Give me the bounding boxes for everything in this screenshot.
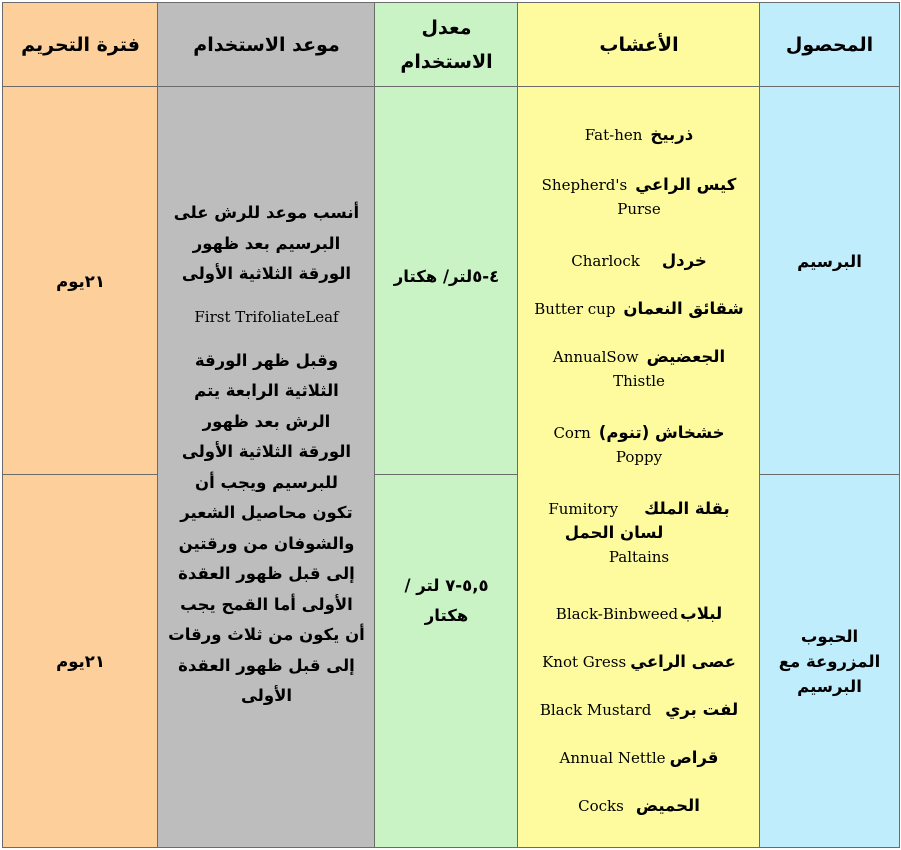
row2-ban-value: ٢١يوم: [56, 651, 105, 671]
header-usage-rate-line1: معدل: [421, 17, 472, 39]
weed-arabic-name: لفت بري: [665, 700, 739, 719]
weed-english-name: Annual Nettle: [559, 749, 666, 767]
header-crop-label: المحصول: [785, 34, 874, 56]
row2-usage-rate: [374, 474, 519, 848]
usage-time-line: الأولى أما القمح يجب: [180, 594, 353, 614]
weed-english-name: Cocks: [578, 797, 624, 815]
weeds-cell: [517, 86, 761, 848]
weed-item: [518, 123, 760, 147]
weed-english-name: Fat-hen: [584, 126, 643, 144]
usage-time-line: تكون محاصيل الشعير: [180, 503, 353, 523]
usage-time-english: First TrifoliateLeaf: [194, 307, 339, 326]
usage-time-line: الورقة الثلاثية الأولى: [181, 442, 352, 462]
weed-item: [518, 650, 760, 674]
row2-rate-line1: ٥,٥-٧ لتر /: [404, 576, 489, 595]
weed-english-name: Shepherd's: [541, 176, 628, 194]
header-ban-period: [2, 2, 159, 88]
row1-ban-period: [2, 86, 159, 476]
weed-item: [518, 297, 760, 321]
weed-item: [518, 497, 760, 569]
row2-crop-line3: البرسيم: [797, 676, 862, 696]
row1-ban-value: ٢١يوم: [56, 271, 105, 291]
header-usage-rate: [374, 2, 519, 88]
weed-item: [518, 249, 760, 273]
usage-time-line: إلى قبل ظهور العقدة: [178, 564, 355, 584]
weed-english-name: Corn: [553, 424, 591, 442]
weed-english-name-cont: Purse: [617, 200, 661, 218]
header-weeds: [517, 2, 761, 88]
usage-time-line: والشوفان من ورقتين: [178, 533, 355, 553]
header-usage-time-label: موعد الاستخدام: [193, 34, 340, 56]
weed-item: [518, 173, 760, 221]
weed-english-name-cont: Thistle: [613, 372, 665, 390]
weed-english-name: Knot Gress: [542, 653, 627, 671]
weed-arabic-name: عصى الراعي: [630, 652, 736, 671]
weed-arabic-name: الحميض: [635, 796, 700, 815]
row2-crop-line2: المزروعة مع: [778, 651, 881, 671]
weed-english-name: AnnualSow: [552, 348, 639, 366]
weed-english-name: Black-Binbweed: [555, 605, 679, 623]
weed-item: [518, 746, 760, 770]
weed-arabic-name: خردل: [661, 251, 707, 270]
weed-arabic-name: بقلة الملك: [644, 499, 730, 518]
row1-crop: [759, 86, 900, 476]
row1-crop-value: البرسيم: [797, 251, 862, 271]
weed-english-name-cont: Paltains: [608, 548, 670, 566]
weed-item: [518, 421, 760, 469]
weed-arabic-name: كيس الراعي: [635, 175, 737, 194]
weeds-list: [518, 87, 760, 847]
usage-time-cell: [157, 86, 376, 848]
header-usage-rate-line2: الاستخدام: [400, 51, 493, 73]
row1-rate-value: ٤-٥لتر/ هكتار: [393, 266, 500, 286]
usage-time-line: الرش بعد ظهور: [202, 411, 331, 431]
weed-english-name: Black Mustard: [539, 701, 652, 719]
row2-rate-line2: هكتار: [424, 606, 469, 625]
usage-time-line: الأولى: [240, 686, 293, 706]
weed-arabic-name: لسان الحمل: [564, 523, 664, 542]
header-ban-period-label: فترة التحريم: [21, 34, 140, 56]
weed-item: [518, 698, 760, 722]
usage-time-line: أنسب موعد للرش على: [173, 203, 360, 223]
weed-item: [518, 602, 760, 626]
weed-arabic-name: خشخاش (تنوم): [598, 423, 725, 442]
usage-time-line: الثلاثية الرابعة يتم: [194, 381, 339, 401]
usage-time-line: الورقة الثلاثية الأولى: [181, 264, 352, 284]
header-crop: [759, 2, 900, 88]
weed-english-name: Fumitory: [548, 500, 619, 518]
usage-time-line: إلى قبل ظهور العقدة: [178, 655, 355, 675]
weed-arabic-name: شقائق النعمان: [623, 299, 744, 318]
weed-arabic-name: قراص: [669, 748, 719, 767]
weed-english-name: Charlock: [571, 252, 640, 270]
weed-arabic-name: لبلاب: [680, 604, 723, 623]
row2-crop-line1: الحبوب: [800, 626, 859, 646]
weed-item: [518, 794, 760, 818]
usage-time-line: البرسيم بعد ظهور: [192, 233, 341, 253]
row1-usage-rate: [374, 86, 519, 476]
row2-crop: [759, 474, 900, 848]
header-usage-time: [157, 2, 376, 88]
usage-time-line: وقبل ظهر الورقة: [194, 350, 339, 370]
weed-english-name: Butter cup: [534, 300, 616, 318]
weed-arabic-name: الجعضيض: [646, 347, 726, 366]
usage-time-line: أن يكون من ثلاث ورقات: [168, 625, 365, 645]
weed-arabic-name: ذربيخ: [650, 125, 694, 144]
weed-item: [518, 345, 760, 393]
header-weeds-label: الأعشاب: [599, 34, 679, 56]
usage-time-line: للبرسيم ويجب أن: [195, 472, 338, 492]
weed-english-name-cont: Poppy: [615, 448, 663, 466]
row2-ban-period: [2, 474, 159, 848]
